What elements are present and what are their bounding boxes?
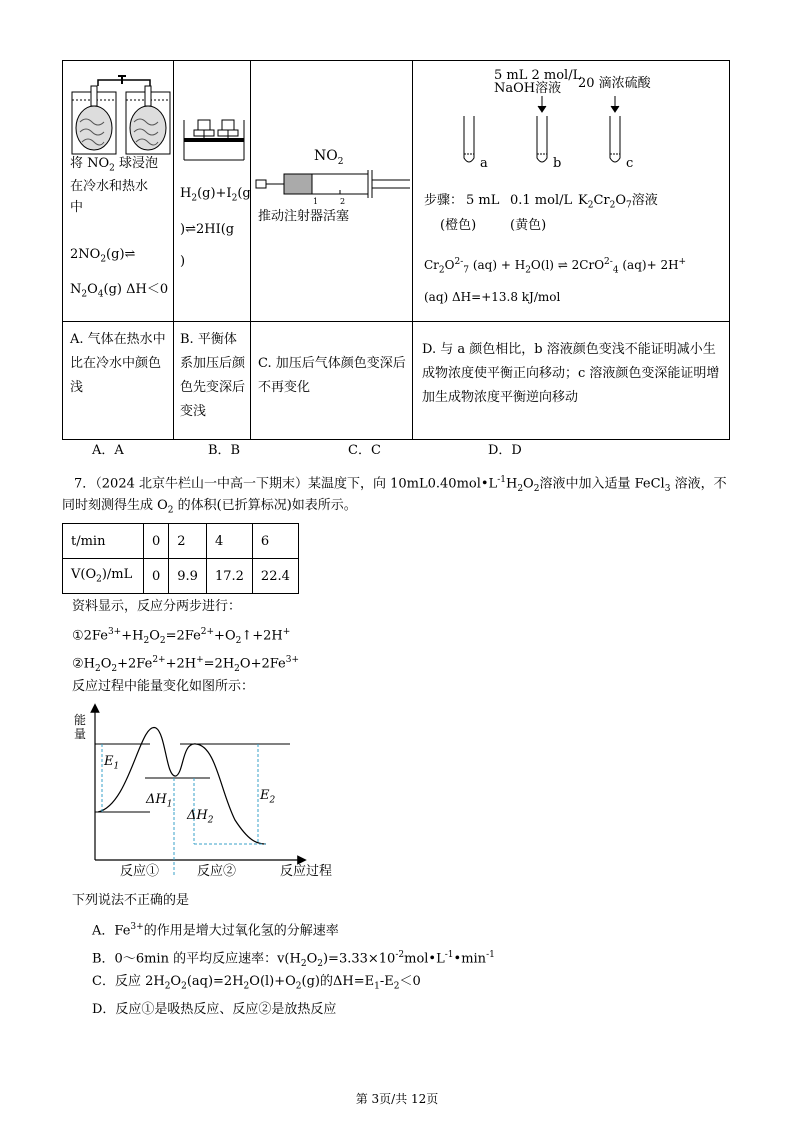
table-row xyxy=(63,559,299,594)
x-axis-label: 反应过程 xyxy=(280,864,333,879)
q6b-equation-3: ) xyxy=(180,254,186,269)
table-cell: 6 xyxy=(252,524,298,559)
chromate-equation-2: (aq) ΔH=+13.8 kJ/mol xyxy=(424,290,561,304)
reagent-naoh-label-2: NaOH溶液 xyxy=(494,81,562,96)
q6-option-a: A. 气体在热水中比在冷水中颜色浅 xyxy=(70,332,166,395)
reagent-naoh-label-1: 5 mL 2 mol/L xyxy=(494,68,582,83)
q6b-equation-2: )⇌2HI(g xyxy=(180,222,235,237)
e2-label: $E_2$ xyxy=(260,788,276,806)
q6-grid-line xyxy=(62,321,730,322)
tube-label-a: a xyxy=(480,156,488,171)
q6a-equation-1: $2NO_2(g)\rightleftharpoons$ xyxy=(70,247,136,265)
color-b: (黄色) xyxy=(510,218,547,233)
table-cell: 17.2 xyxy=(206,559,252,594)
q6b-equation-1: $H_2(g)+I_2(g$ xyxy=(180,186,251,204)
energy-diagram xyxy=(70,700,350,885)
syringe-tick-1: 1 xyxy=(313,197,319,206)
chromate-equation-1: $Cr_2O^{2-}_7$ $(aq) + H_2O(l)$ ⇌ 2CrO$^{2-}_4$ (aq)+ 2H+ xyxy=(424,257,687,276)
dh2-label: $\Delta H_2$ xyxy=(187,808,214,826)
step-b: 0.1 mol/L xyxy=(510,193,573,208)
q6-option-d: D. 与 a 颜色相比，b 溶液颜色变浅不能证明减小生成物浓度使平衡正向移动；c 溶液颜色变深能证明增加生成物浓度平衡逆向移动 xyxy=(422,342,720,405)
q6-answer-b[interactable]: B．B xyxy=(208,443,241,458)
q6-answer-c[interactable]: C．C xyxy=(348,443,381,458)
y-axis-label-2: 量 xyxy=(74,727,87,741)
x-label-reaction-1: 反应① xyxy=(120,864,160,879)
q6a-equation-2: $N_2O_4(g)$ ΔH＜0 xyxy=(70,282,169,300)
step-label: 步骤： xyxy=(424,193,464,208)
table-cell: 9.9 xyxy=(169,559,207,594)
o2-volume-table xyxy=(62,523,299,594)
table-cell: 0 xyxy=(144,524,169,559)
q7-option-a[interactable]: A．$Fe^{3+}$的作用是增大过氧化氢的分解速率 xyxy=(92,922,339,939)
x-label-reaction-2: 反应② xyxy=(197,864,237,879)
step-c: $K_2Cr_2O_7$溶液 xyxy=(578,193,658,211)
syringe-no2-label: $NO_2$ xyxy=(314,148,344,167)
q7-option-c[interactable]: C．反应 $2H_2O_2(aq)=2H_2O(l)+O_2(g)$的$\Delta H=E_1-E_2<0$ xyxy=(92,974,421,992)
table-cell: 0 xyxy=(144,559,169,594)
tube-label-c: c xyxy=(626,156,634,171)
page-footer: 第 3页/共 12页 xyxy=(355,1092,439,1106)
syringe-figure xyxy=(254,168,412,200)
dh1-label: $\Delta H_1$ xyxy=(146,792,173,810)
table-cell: 2 xyxy=(169,524,207,559)
piston-cylinder-figure xyxy=(178,100,248,162)
reagent-acid-label: 20 滴浓硫酸 xyxy=(578,76,651,91)
y-axis-label-1: 能 xyxy=(74,713,87,727)
q7-info: 资料显示，反应分两步进行： xyxy=(72,599,242,614)
q7-stem-1: 7．（2024 北京牛栏山一中高一下期末）某温度下，向 $10mL0.40mol•L^{-1}H_2O_2$溶液中加入适量 FeCl$_3$ 溶液，不 xyxy=(74,475,727,494)
table-cell: $V(O_2)/mL$ xyxy=(63,559,144,594)
q6-grid-line xyxy=(412,60,413,440)
q7-energy-intro: 反应过程中能量变化如图所示： xyxy=(72,679,255,694)
table-cell: 22.4 xyxy=(252,559,298,594)
syringe-caption: 推动注射器活塞 xyxy=(258,209,350,224)
table-row xyxy=(63,524,299,559)
step-a: 5 mL xyxy=(466,193,500,208)
q7-stem-2: 同时刻测得生成 $O_2$ 的体积(已折算标况)如表所示。 xyxy=(62,498,357,516)
e1-label: $E_1$ xyxy=(104,754,120,772)
tube-label-b: b xyxy=(553,156,562,171)
q6a-desc-3: 中 xyxy=(70,200,84,215)
q7-step-2: $②H_2O_2+2Fe^{2+}+2H^+=2H_2O+2Fe^{3+}$ xyxy=(72,655,300,674)
q7-option-d[interactable]: D．反应①是吸热反应、反应②是放热反应 xyxy=(92,1002,337,1017)
q6-option-c: C. 加压后气体颜色变深后不再变化 xyxy=(258,356,406,395)
q6a-desc-2: 在冷水和热水 xyxy=(70,179,149,194)
table-cell: 4 xyxy=(206,524,252,559)
q7-option-b[interactable]: B．0～6min 的平均反应速率：$v(H_2O_2)=3.33\times 10^{-2}mol•L^{-1}•\min^{-1}$ xyxy=(92,950,495,969)
q6-option-b: B. 平衡体系加压后颜色先变深后变浅 xyxy=(180,332,246,419)
syringe-tick-2: 2 xyxy=(340,197,346,206)
color-a: (橙色) xyxy=(440,218,477,233)
no2-flasks-figure xyxy=(66,66,172,158)
q6-answer-a[interactable]: A．A xyxy=(92,443,124,458)
table-cell: t/min xyxy=(63,524,144,559)
q6-answer-d[interactable]: D．D xyxy=(488,443,522,458)
q6a-desc-1: 将 $NO_2$ 球浸泡 xyxy=(70,156,159,174)
q7-question: 下列说法不正确的是 xyxy=(72,893,190,908)
q7-step-1: $①2Fe^{3+}+H_2O_2=2Fe^{2+}+O_2↑+2H^+$ xyxy=(72,627,291,646)
q6-grid-line xyxy=(173,60,174,440)
q6-grid-line xyxy=(250,60,251,440)
